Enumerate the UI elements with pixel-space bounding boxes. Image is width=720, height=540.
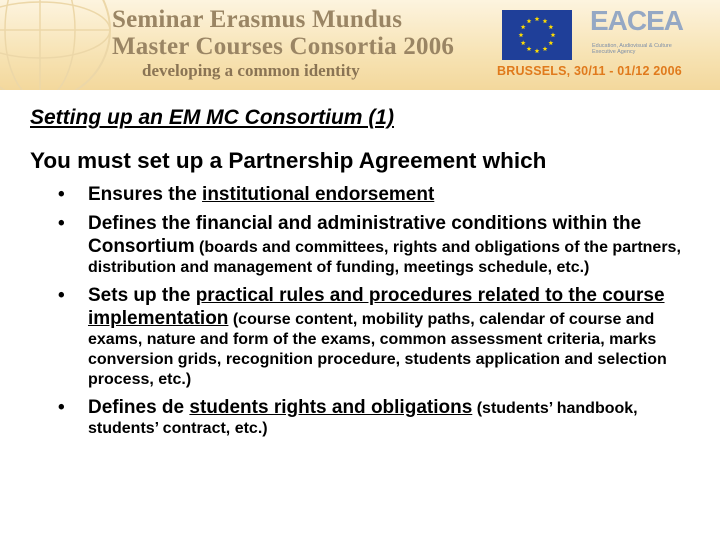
globe-icon: [0, 0, 115, 90]
bullet-underlined-text: practical rules and procedures related to the course implementation: [88, 285, 665, 329]
header-banner: [0, 0, 720, 90]
eacea-logo-subtitle: Education, Audiovisual & Culture Executive Agency: [592, 43, 672, 55]
slide-intro: You must set up a Partnership Agreement which: [30, 148, 547, 173]
bullet-icon: •: [58, 397, 65, 418]
seminar-subtitle: developing a common identity: [142, 61, 360, 80]
bullet-underlined-text: institutional endorsement: [202, 184, 435, 205]
bullet-item: [58, 183, 708, 206]
eacea-logo-text: EACEA: [590, 5, 684, 36]
bullet-underlined-text: students rights and obligations: [189, 397, 473, 418]
bullet-detail-text: (boards and committees, rights and obligations of the partners, distribution and management of funding, meetings schedule, etc.): [88, 239, 681, 276]
bullet-icon: •: [58, 213, 65, 234]
bullet-item: [58, 284, 708, 390]
seminar-title-line1: Seminar Erasmus Mundus: [112, 6, 403, 33]
bullet-list: [58, 183, 708, 439]
bullet-main-text: Ensures the: [88, 184, 203, 205]
seminar-title-line2: Master Courses Consortia 2006: [112, 33, 455, 60]
event-date-location: BRUSSELS, 30/11 - 01/12 2006: [497, 64, 682, 78]
bullet-main-text: Sets up the: [88, 285, 196, 306]
bullet-icon: •: [58, 184, 65, 205]
bullet-detail-text: (course content, mobility paths, calendar of course and exams, nature and form of the exams, common assessment criteria, marks conversion grids, recognition procedure, students application and selection process, etc.): [88, 311, 667, 388]
bullet-icon: •: [58, 285, 65, 306]
slide-title: Setting up an EM MC Consortium (1): [30, 106, 394, 129]
bullet-main-text: Defines the financial and administrative conditions within the Consortium: [88, 213, 642, 257]
bullet-main-text: Defines de: [88, 397, 190, 418]
bullet-item: [58, 396, 708, 439]
eu-flag-icon: [502, 10, 572, 60]
bullet-item: [58, 212, 708, 278]
bullet-detail-text: (students’ handbook, students’ contract, etc.): [88, 400, 638, 437]
seminar-title: [112, 6, 454, 82]
